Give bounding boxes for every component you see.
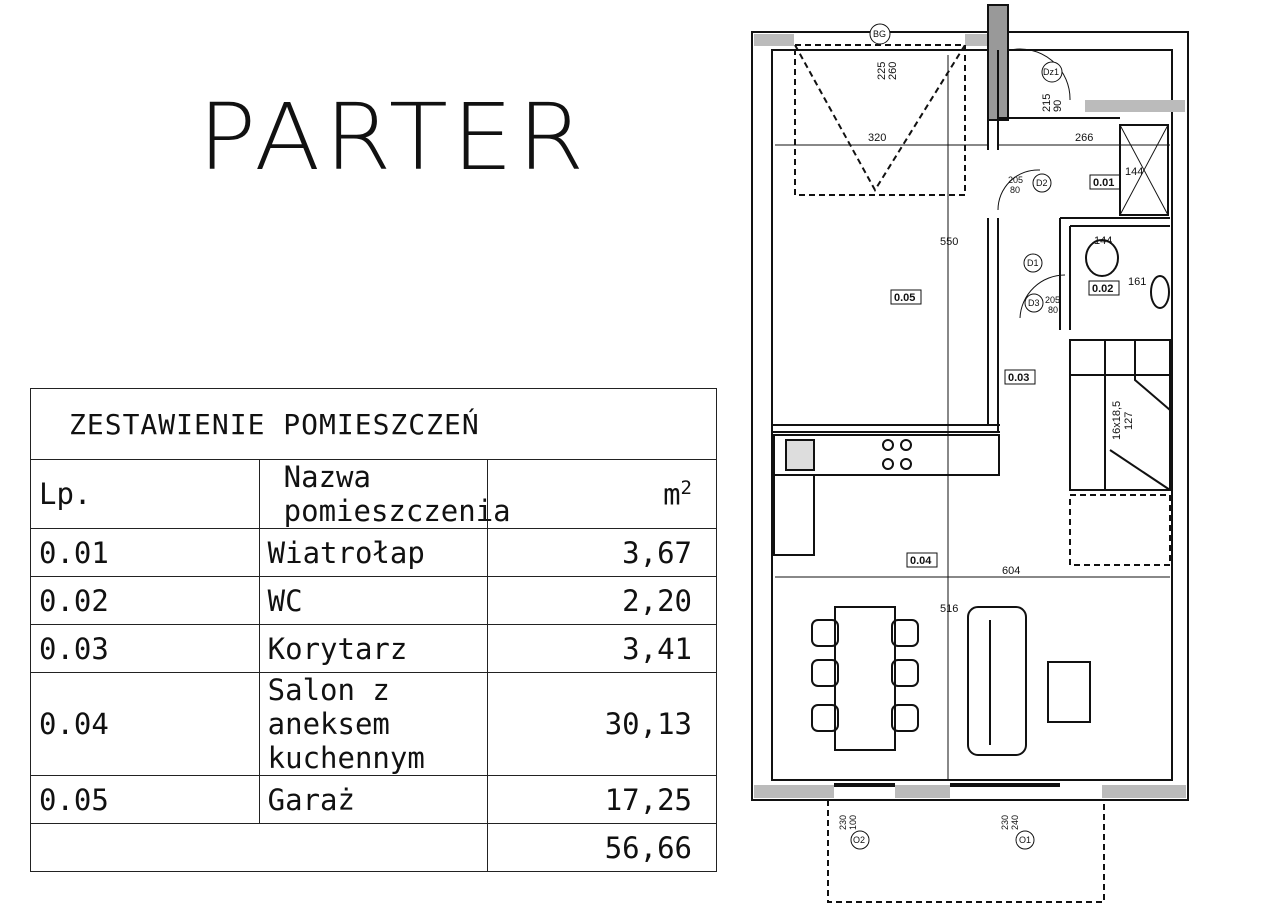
floor-plan <box>740 0 1280 908</box>
hob-burner <box>883 459 893 469</box>
walls <box>752 5 1188 902</box>
room-tag: 0.03 <box>1008 372 1030 384</box>
table-row <box>31 625 717 673</box>
hob-burner <box>901 459 911 469</box>
row-lp: 0.05 <box>31 776 260 824</box>
kitchen-counter-side <box>774 475 814 555</box>
dimension-label: 127 <box>1123 411 1135 430</box>
row-name: WC <box>259 577 488 625</box>
dimension-label: 144 <box>1094 235 1113 247</box>
header-area-exponent: 2 <box>680 476 692 499</box>
sofa <box>968 607 1026 755</box>
door-tag: O1 <box>1019 835 1032 845</box>
dining-table <box>835 607 895 750</box>
door-size: 100 <box>848 814 858 830</box>
row-area: 3,41 <box>488 625 717 673</box>
row-area: 2,20 <box>488 577 717 625</box>
dimension-label: 144 <box>1125 166 1144 178</box>
room-tag: 0.02 <box>1092 283 1114 295</box>
dimension-label: 550 <box>940 236 959 248</box>
table-row <box>31 673 717 776</box>
row-area: 30,13 <box>488 673 717 776</box>
row-lp: 0.02 <box>31 577 260 625</box>
table-heading: ZESTAWIENIE POMIESZCZEŃ <box>31 389 717 460</box>
dimension-label: 320 <box>868 132 887 144</box>
hob-burner <box>883 440 893 450</box>
door-tag: O2 <box>853 835 866 845</box>
door-size: 80 <box>1010 185 1021 195</box>
row-name: Wiatrołap <box>259 529 488 577</box>
row-name: Garaż <box>259 776 488 824</box>
dimension-label: 161 <box>1128 276 1147 288</box>
dimension-label: 225 <box>876 61 888 80</box>
door-size: 230 <box>838 814 848 830</box>
dimension-label: 215 <box>1041 93 1053 112</box>
door-size: 205 <box>1008 175 1024 185</box>
header-lp: Lp. <box>31 460 260 529</box>
table-row <box>31 776 717 824</box>
terrace <box>828 800 1104 902</box>
dimension-label: 516 <box>940 603 959 615</box>
room-tag: 0.01 <box>1093 177 1115 189</box>
room-tag: 0.05 <box>894 292 916 304</box>
row-lp: 0.03 <box>31 625 260 673</box>
table-heading-row <box>31 389 717 460</box>
sink <box>786 440 814 470</box>
wall-hatch <box>895 785 950 798</box>
row-area: 3,67 <box>488 529 717 577</box>
total-label-cell <box>31 824 488 872</box>
total-area: 56,66 <box>488 824 717 872</box>
dimension-label: 260 <box>887 61 899 80</box>
door-tags <box>851 24 1062 849</box>
wall-hatch <box>754 34 794 46</box>
dimension-label: 90 <box>1052 99 1064 112</box>
door-size: 240 <box>1010 814 1020 830</box>
coffee-table <box>1048 662 1090 722</box>
door-size: 205 <box>1045 295 1061 305</box>
wall-hatch <box>1085 100 1185 112</box>
dimension-label: 604 <box>1002 565 1021 577</box>
wall-hatch <box>754 785 834 798</box>
door-tag: D3 <box>1028 298 1040 308</box>
table-total-row <box>31 824 717 872</box>
table-header-row <box>31 460 717 529</box>
row-area: 17,25 <box>488 776 717 824</box>
header-area-unit: m <box>663 477 681 512</box>
door-tag: Dz1 <box>1043 67 1060 77</box>
room-tags <box>891 175 1120 567</box>
header-name: Nazwa pomieszczenia <box>259 460 488 529</box>
door-tag: D2 <box>1036 178 1048 188</box>
door-tag: BG <box>873 29 887 39</box>
header-area <box>488 460 717 529</box>
door-tag: D1 <box>1027 258 1039 268</box>
stair-arrow <box>1110 450 1170 490</box>
stair-below <box>1070 495 1170 565</box>
door-size: 80 <box>1048 305 1059 315</box>
row-name: Korytarz <box>259 625 488 673</box>
page-title: PARTER <box>198 84 589 191</box>
dimension-label: 266 <box>1075 132 1094 144</box>
table-row <box>31 529 717 577</box>
hob-burner <box>901 440 911 450</box>
table-row <box>31 577 717 625</box>
rooms-table <box>30 388 717 872</box>
dimension-label: 16x18,5 <box>1111 400 1123 440</box>
wall-hatch <box>1102 785 1186 798</box>
room-tag: 0.04 <box>910 555 932 567</box>
row-name: Salon z aneksem kuchennym <box>259 673 488 776</box>
row-lp: 0.01 <box>31 529 260 577</box>
washbasin <box>1151 276 1169 308</box>
row-lp: 0.04 <box>31 673 260 776</box>
door-size: 230 <box>1000 814 1010 830</box>
